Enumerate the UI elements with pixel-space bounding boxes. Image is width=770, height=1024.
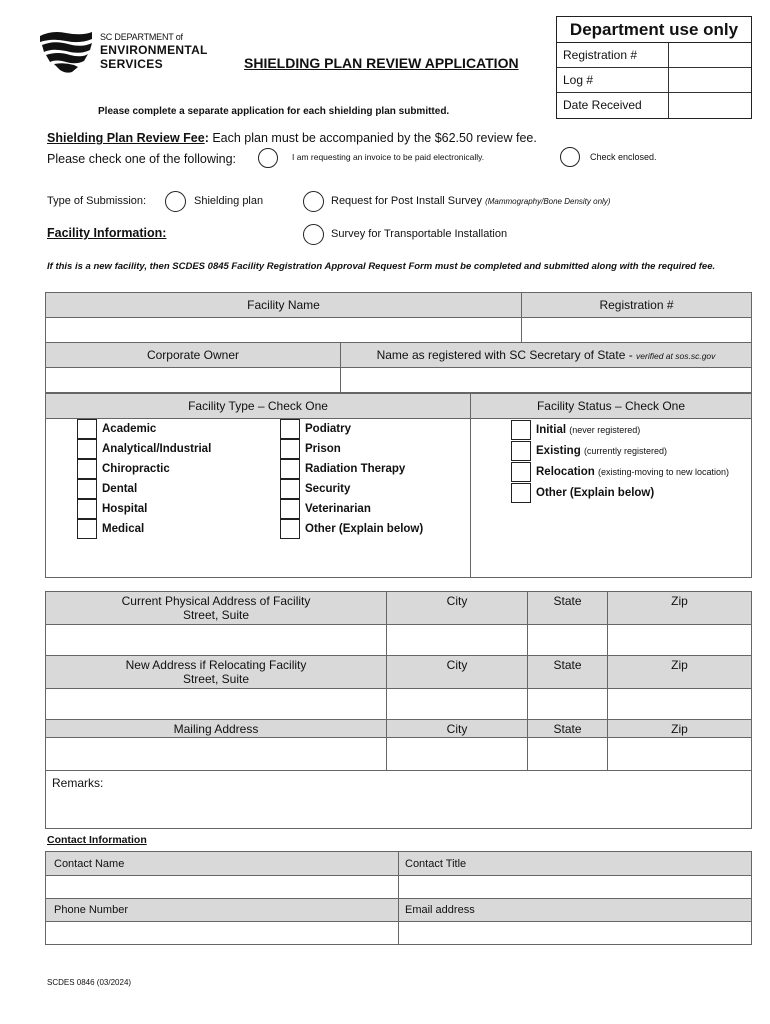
current-state-field[interactable] — [528, 625, 608, 656]
facility-info-heading: Facility Information: — [47, 226, 167, 240]
status-other[interactable] — [511, 482, 729, 503]
invoice-radio[interactable] — [258, 148, 278, 168]
dept-date-label: Date Received — [557, 93, 669, 118]
type-hospital-checkbox[interactable] — [77, 499, 97, 519]
facility-status-col — [511, 419, 729, 503]
type-veterinarian-label: Veterinarian — [305, 503, 371, 515]
mailing-address-field[interactable] — [46, 738, 387, 771]
type-security[interactable] — [280, 479, 423, 499]
type-podiatry-checkbox[interactable] — [280, 419, 300, 439]
type-podiatry[interactable] — [280, 419, 423, 439]
current-state-header: State — [528, 592, 608, 625]
check-enclosed-radio[interactable] — [560, 147, 580, 167]
new-city-field[interactable] — [387, 689, 528, 720]
type-chiropractic[interactable] — [77, 459, 211, 479]
instruction-text: Please complete a separate application for each shielding plan submitted. — [98, 106, 450, 117]
current-address-line1: Current Physical Address of Facility — [121, 594, 311, 608]
new-zip-field[interactable] — [608, 689, 752, 720]
type-security-checkbox[interactable] — [280, 479, 300, 499]
dept-log-label: Log # — [557, 68, 669, 92]
dept-registration-row — [557, 43, 751, 68]
status-other-checkbox[interactable] — [511, 483, 531, 503]
dept-registration-label: Registration # — [557, 43, 669, 67]
logo-line3: SERVICES — [100, 57, 163, 71]
registration-field[interactable] — [522, 318, 752, 343]
type-hospital-label: Hospital — [102, 503, 148, 515]
registered-name-note: verified at sos.sc.gov — [636, 351, 716, 361]
status-relocation[interactable] — [511, 461, 729, 482]
email-header: Email address — [399, 899, 752, 922]
status-initial-label: Initial — [536, 423, 567, 436]
agency-seal-icon — [38, 30, 94, 74]
contact-title-header: Contact Title — [399, 852, 752, 876]
status-relocation-note: (existing-moving to new location) — [598, 466, 730, 477]
registered-name-field[interactable] — [341, 368, 752, 393]
fee-check-prompt: Please check one of the following: — [47, 152, 237, 166]
type-academic-checkbox[interactable] — [77, 419, 97, 439]
status-existing[interactable] — [511, 440, 729, 461]
fee-text: Each plan must be accompanied by the $62.50 review fee. — [208, 131, 537, 145]
post-install-survey-label-wrap — [331, 195, 610, 207]
contact-title-field[interactable] — [399, 876, 752, 899]
new-address-field[interactable] — [46, 689, 387, 720]
type-chiropractic-checkbox[interactable] — [77, 459, 97, 479]
address-table — [45, 591, 752, 829]
mailing-city-header: City — [387, 720, 528, 738]
type-dental-checkbox[interactable] — [77, 479, 97, 499]
remarks-field[interactable] — [46, 771, 752, 829]
facility-name-header: Facility Name — [46, 293, 522, 318]
transportable-survey-radio[interactable] — [303, 224, 324, 245]
logo-line1: SC DEPARTMENT of — [100, 32, 183, 42]
type-prison[interactable] — [280, 439, 423, 459]
new-zip-header: Zip — [608, 656, 752, 689]
new-address-header — [46, 656, 387, 689]
current-address-line2: Street, Suite — [182, 608, 250, 622]
dept-log-row — [557, 68, 751, 93]
fee-line — [47, 131, 537, 145]
page-title: SHIELDING PLAN REVIEW APPLICATION — [244, 55, 519, 71]
phone-field[interactable] — [46, 922, 399, 945]
status-existing-checkbox[interactable] — [511, 441, 531, 461]
type-veterinarian[interactable] — [280, 499, 423, 519]
status-relocation-label: Relocation — [536, 465, 595, 478]
corporate-owner-header: Corporate Owner — [46, 343, 341, 368]
new-address-line2: Street, Suite — [182, 672, 250, 686]
facility-status-header: Facility Status – Check One — [471, 394, 752, 419]
logo — [38, 30, 218, 74]
dept-date-field — [669, 93, 751, 118]
registration-header: Registration # — [522, 293, 752, 318]
facility-type-col2 — [280, 419, 423, 539]
contact-name-field[interactable] — [46, 876, 399, 899]
status-existing-label: Existing — [536, 444, 581, 457]
type-radiation-therapy[interactable] — [280, 459, 423, 479]
type-medical-checkbox[interactable] — [77, 519, 97, 539]
mailing-zip-field[interactable] — [608, 738, 752, 771]
contact-name-header: Contact Name — [46, 852, 399, 876]
fee-heading: Shielding Plan Review Fee — [47, 131, 205, 145]
invoice-option-label: I am requesting an invoice to be paid electronically. — [292, 152, 485, 162]
contact-table — [45, 851, 752, 945]
phone-header: Phone Number — [46, 899, 399, 922]
post-install-survey-label: Request for Post Install Survey — [331, 195, 483, 207]
current-address-field[interactable] — [46, 625, 387, 656]
status-other-label: Other (Explain below) — [536, 486, 655, 499]
type-dental[interactable] — [77, 479, 211, 499]
registered-name-label: Name as registered with SC Secretary of State - — [376, 348, 637, 362]
form-footer: SCDES 0846 (03/2024) — [47, 978, 132, 987]
current-city-header: City — [387, 592, 528, 625]
owner-table — [45, 342, 752, 393]
facility-type-header: Facility Type – Check One — [46, 394, 471, 419]
facility-table — [45, 292, 752, 343]
type-prison-checkbox[interactable] — [280, 439, 300, 459]
registered-name-header — [341, 343, 752, 368]
mailing-address-header: Mailing Address — [46, 720, 387, 738]
logo-line2: ENVIRONMENTAL — [100, 43, 208, 57]
remarks-label: Remarks: — [52, 776, 104, 790]
new-state-field[interactable] — [528, 689, 608, 720]
status-initial-note: (never registered) — [569, 424, 641, 435]
email-field[interactable] — [399, 922, 752, 945]
status-relocation-checkbox[interactable] — [511, 462, 531, 482]
current-city-field[interactable] — [387, 625, 528, 656]
dept-registration-field — [669, 43, 751, 67]
type-podiatry-label: Podiatry — [305, 423, 352, 435]
type-analytical-checkbox[interactable] — [77, 439, 97, 459]
corporate-owner-field[interactable] — [46, 368, 341, 393]
type-chiropractic-label: Chiropractic — [102, 463, 170, 475]
dept-date-row — [557, 93, 751, 118]
shielding-plan-radio[interactable] — [165, 191, 186, 212]
type-prison-label: Prison — [305, 443, 341, 455]
type-medical-label: Medical — [102, 523, 145, 535]
mailing-zip-header: Zip — [608, 720, 752, 738]
status-initial[interactable] — [511, 419, 729, 440]
new-address-line1: New Address if Relocating Facility — [125, 658, 307, 672]
new-city-header: City — [387, 656, 528, 689]
type-hospital[interactable] — [77, 499, 211, 519]
dept-log-field — [669, 68, 751, 92]
type-dental-label: Dental — [102, 483, 138, 495]
mailing-state-header: State — [528, 720, 608, 738]
type-other[interactable] — [280, 519, 423, 539]
type-academic-label: Academic — [102, 423, 157, 435]
type-radiation-therapy-label: Radiation Therapy — [305, 463, 406, 475]
type-analytical[interactable] — [77, 439, 211, 459]
fee-colon: : — [204, 131, 209, 145]
mailing-state-field[interactable] — [528, 738, 608, 771]
type-analytical-label: Analytical/Industrial — [102, 443, 212, 455]
mailing-city-field[interactable] — [387, 738, 528, 771]
post-install-survey-radio[interactable] — [303, 191, 324, 212]
type-academic[interactable] — [77, 419, 211, 439]
submission-label: Type of Submission: — [47, 195, 147, 207]
status-existing-note: (currently registered) — [583, 445, 667, 456]
facility-name-field[interactable] — [46, 318, 522, 343]
type-other-checkbox[interactable] — [280, 519, 300, 539]
contact-heading: Contact Information — [47, 834, 147, 846]
department-use-box — [556, 16, 752, 119]
type-radiation-therapy-checkbox[interactable] — [280, 459, 300, 479]
current-zip-field[interactable] — [608, 625, 752, 656]
status-initial-checkbox[interactable] — [511, 420, 531, 440]
post-install-survey-note: (Mammography/Bone Density only) — [485, 197, 611, 206]
current-zip-header: Zip — [608, 592, 752, 625]
check-enclosed-label: Check enclosed. — [590, 152, 657, 162]
new-facility-note: If this is a new facility, then SCDES 0845 Facility Registration Approval Request Form must be completed and submitted along with the required fee. — [47, 261, 716, 272]
type-medical[interactable] — [77, 519, 211, 539]
type-veterinarian-checkbox[interactable] — [280, 499, 300, 519]
type-security-label: Security — [305, 483, 351, 495]
new-state-header: State — [528, 656, 608, 689]
current-address-header — [46, 592, 387, 625]
department-use-title: Department use only — [557, 17, 751, 43]
type-other-label: Other (Explain below) — [305, 523, 424, 535]
shielding-plan-label: Shielding plan — [194, 195, 264, 207]
transportable-survey-label: Survey for Transportable Installation — [331, 228, 508, 240]
facility-type-col1 — [77, 419, 211, 539]
